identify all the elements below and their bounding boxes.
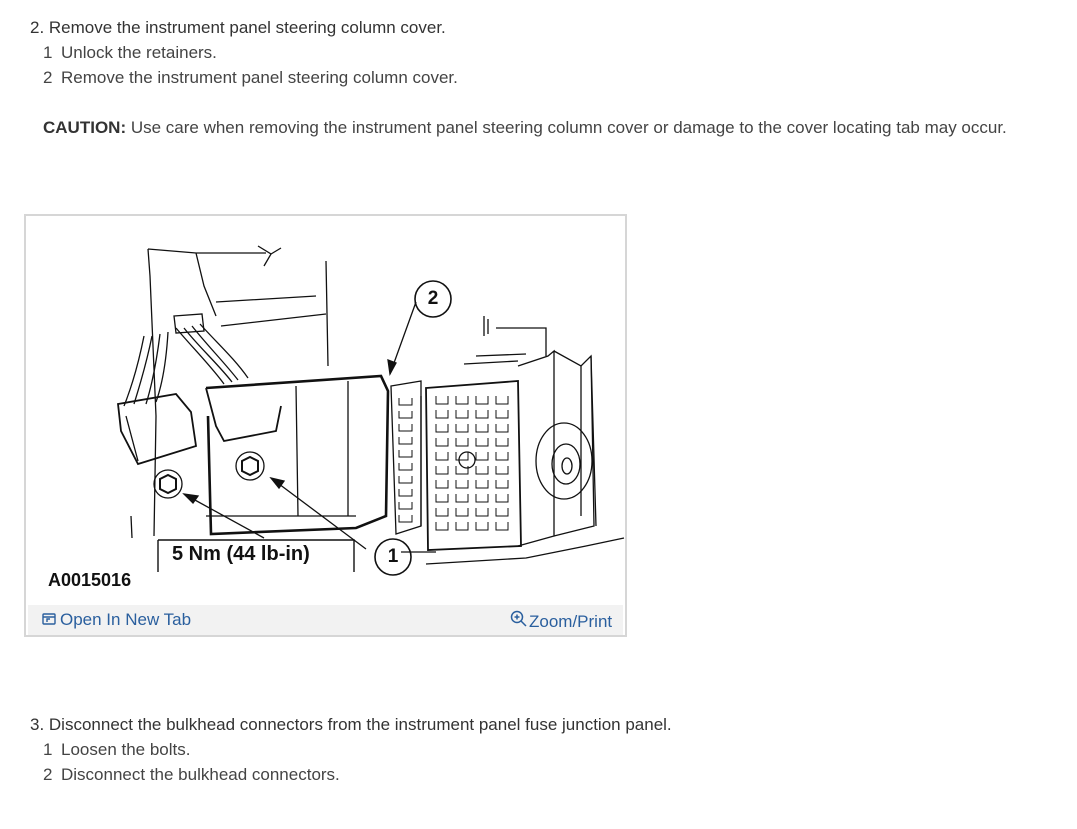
step-2-substep-1 [43,43,217,63]
caution-text: Use care when removing the instrument panel steering column cover or damage to the cover locating tab may occur. [126,118,1007,137]
substep-number: 2 [43,765,53,784]
open-new-tab-icon [42,610,56,630]
zoom-print-label: Zoom/Print [529,612,613,631]
substep-text: Remove the instrument panel steering column cover. [61,68,458,87]
open-in-new-tab-link[interactable] [42,610,191,630]
step-2-heading: 2. Remove the instrument panel steering column cover. [30,18,446,37]
substep-text: Unlock the retainers. [61,43,217,62]
step-3-substep-2 [43,765,340,785]
steering-column-cover-illustration[interactable] [26,216,625,605]
torque-spec-label: 5 Nm (44 lb-in) [172,543,310,565]
substep-number: 1 [43,740,53,759]
substep-number: 1 [43,43,53,62]
zoom-print-link[interactable] [510,610,612,632]
callout-1-label: 1 [387,546,399,567]
substep-text: Loosen the bolts. [61,740,191,759]
callout-2-label: 2 [427,288,439,309]
substep-text: Disconnect the bulkhead connectors. [61,765,340,784]
step-3-substep-1 [43,740,190,760]
figure-footer-bar [28,605,623,635]
magnifier-plus-icon [510,610,527,632]
caution-note [43,118,1007,138]
substep-number: 2 [43,68,53,87]
step-2-substep-2 [43,68,458,88]
caution-label: CAUTION: [43,118,127,137]
step-3-heading: 3. Disconnect the bulkhead connectors from the instrument panel fuse junction panel. [30,715,672,734]
figure-id-label: A0015016 [48,570,132,590]
figure-container [24,214,627,637]
open-in-new-tab-label: Open In New Tab [60,610,192,629]
